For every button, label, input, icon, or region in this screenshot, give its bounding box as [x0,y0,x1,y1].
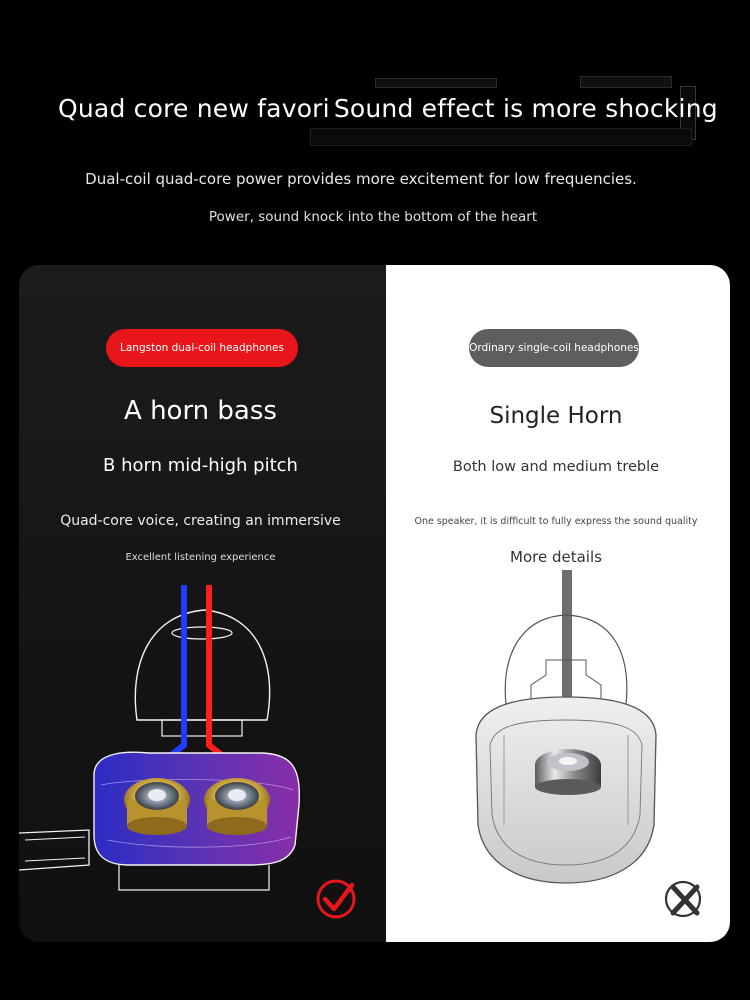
subtitle-line1: Dual-coil quad-core power provides more excitement for low frequencies. [85,170,637,188]
single-coil-panel [386,265,730,942]
dual-coil-description: Quad-core voice, creating an immersive [60,513,341,529]
comparison-card [19,265,730,942]
check-circle-icon [314,877,358,921]
single-horn-title: Single Horn [489,403,623,429]
dual-coil-earphone-illustration [19,265,386,942]
headline-part2: Sound effect is more shocking [333,94,718,123]
dual-coil-panel [19,265,386,942]
headline-part1: Quad core new favori [58,94,330,123]
single-coil-description: One speaker, it is difficult to fully express the sound quality [414,516,698,527]
single-coil-badge: Ordinary single-coil headphones [469,329,639,367]
listening-note: Excellent listening experience [125,552,276,563]
single-coil-earphone-illustration [386,265,730,942]
subtitle-line2: Power, sound knock into the bottom of the heart [208,209,538,225]
horn-b-subtitle: B horn mid-high pitch [103,455,298,476]
headline [58,94,718,123]
more-details-link[interactable]: More details [510,548,602,566]
x-circle-icon [663,877,707,921]
headline-block [40,82,718,144]
single-horn-subtitle: Both low and medium treble [452,459,660,475]
dual-coil-badge: Langston dual-coil headphones [106,329,298,367]
horn-a-title: A horn bass [124,396,277,426]
